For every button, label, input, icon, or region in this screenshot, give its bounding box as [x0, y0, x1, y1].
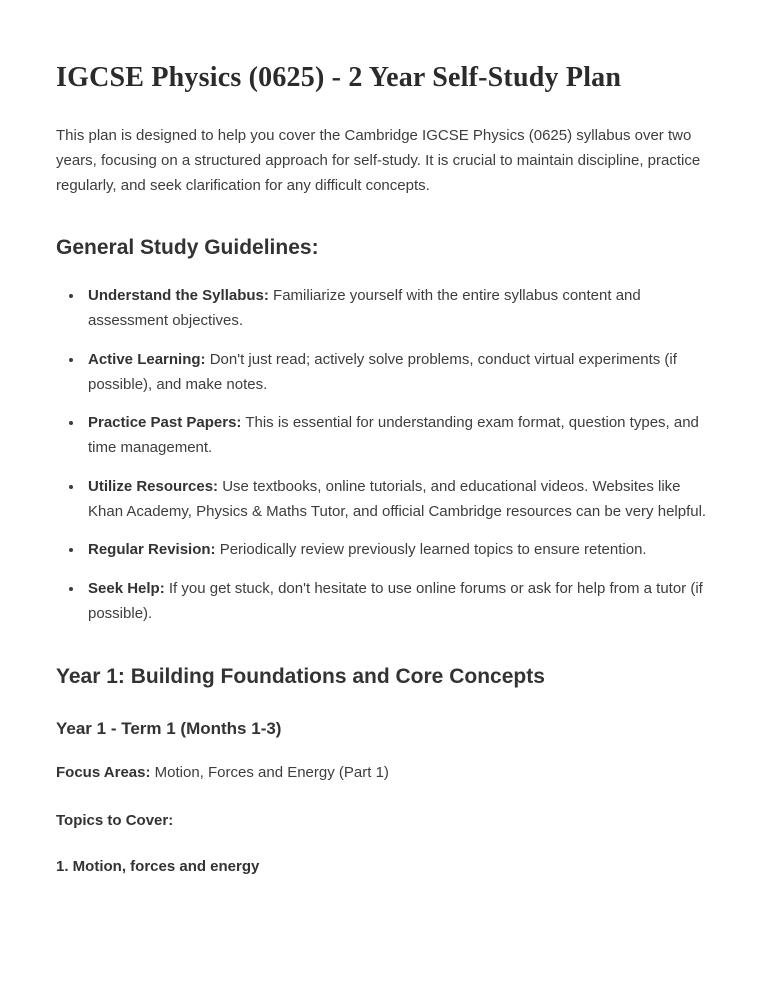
- list-item-label: Active Learning:: [88, 350, 206, 368]
- list-item-text: Don't just read; actively solve problems, conduct virtual experiments (if possible), and make notes.: [88, 350, 677, 393]
- list-item-text: If you get stuck, don't hesitate to use online forums or ask for help from a tutor (if possible).: [88, 580, 703, 622]
- list-item-text: Periodically review previously learned topics to ensure retention.: [215, 541, 647, 559]
- list-item: [84, 475, 712, 525]
- list-item: [84, 411, 712, 461]
- list-item-label: Regular Revision:: [88, 541, 216, 559]
- list-item: [84, 284, 712, 334]
- list-item-text: Use textbooks, online tutorials, and educational videos. Websites like Khan Academy, Physics & Maths Tutor, and official Cambridge resources can be very helpful.: [88, 477, 707, 520]
- list-item: [84, 538, 712, 563]
- list-item-label: Practice Past Papers:: [88, 414, 242, 432]
- topic-1-heading: 1. Motion, forces and energy: [56, 858, 260, 876]
- guidelines-heading: General Study Guidelines:: [56, 236, 319, 260]
- list-item-label: Utilize Resources:: [88, 477, 219, 495]
- focus-areas-line: [56, 761, 712, 786]
- year1-heading: Year 1: Building Foundations and Core Concepts: [56, 664, 545, 688]
- list-item-text: Familiarize yourself with the entire syllabus content and assessment objectives.: [88, 287, 641, 329]
- focus-areas-label: Focus Areas:: [56, 763, 151, 781]
- intro-paragraph: This plan is designed to help you cover the Cambridge IGCSE Physics (0625) syllabus over two years, focusing on a structured approach for self-study. It is crucial to maintain discipline, practice regularly, and seek clarification for any difficult concepts.: [56, 127, 701, 194]
- guidelines-list: [56, 284, 712, 626]
- list-item: [84, 577, 712, 627]
- page-title: IGCSE Physics (0625) - 2 Year Self-Study Plan: [56, 62, 622, 93]
- focus-areas-text: Motion, Forces and Energy (Part 1): [150, 763, 389, 781]
- list-item-label: Seek Help:: [88, 580, 165, 597]
- list-item: [84, 348, 712, 398]
- list-item-text: This is essential for understanding exam format, question types, and time management.: [88, 414, 699, 456]
- list-item-label: Understand the Syllabus:: [88, 287, 269, 305]
- topics-to-cover-label: Topics to Cover:: [56, 812, 174, 830]
- year1-term1-heading: Year 1 - Term 1 (Months 1-3): [56, 718, 282, 738]
